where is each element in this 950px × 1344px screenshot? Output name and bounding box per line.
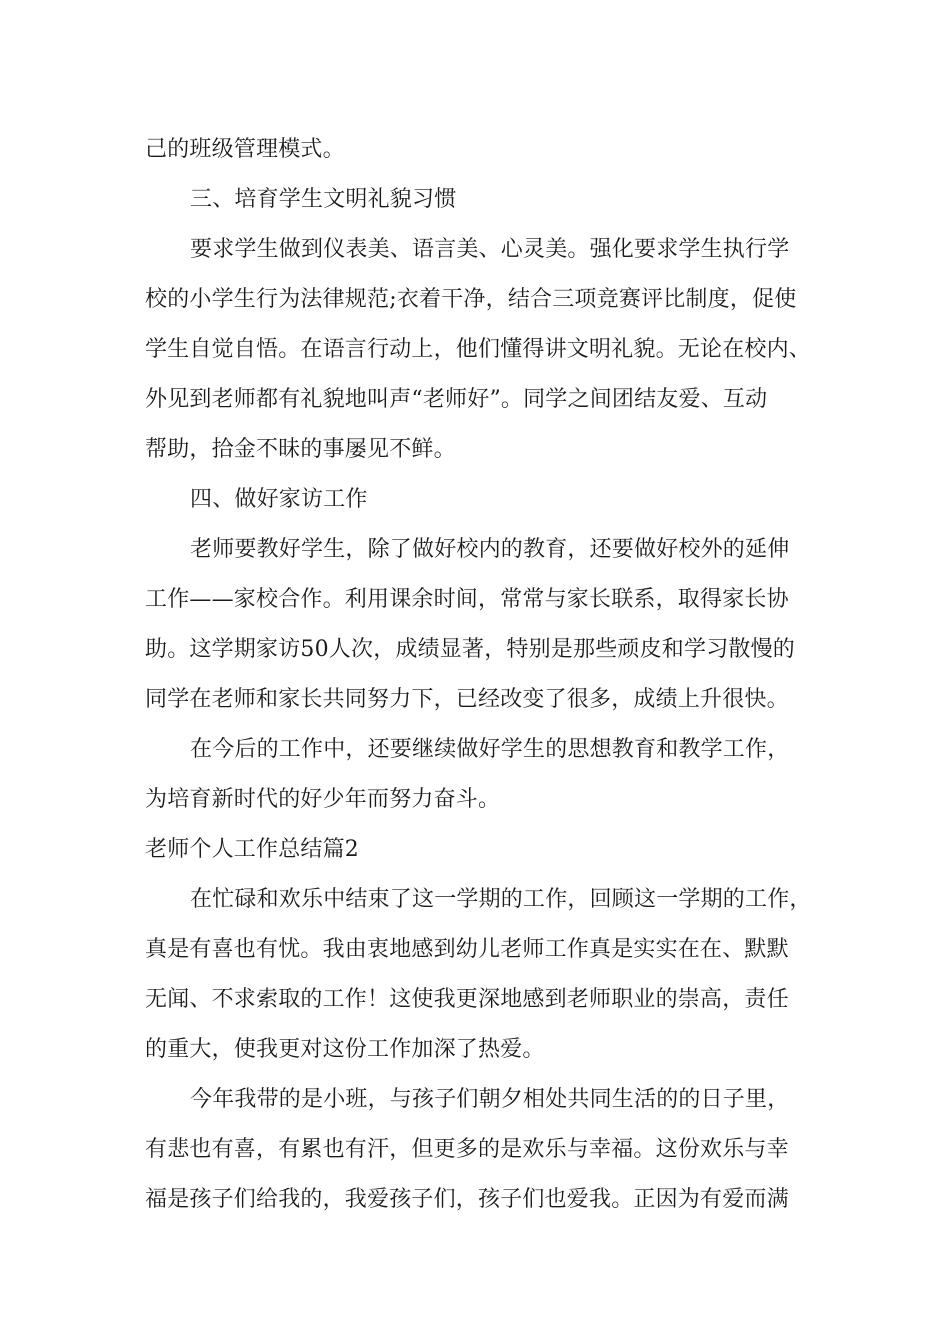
text-line: 己的班级管理模式。 <box>145 137 345 162</box>
text-line: 要求学生做到仪表美、语言美、心灵美。强化要求学生执行学 <box>190 237 790 262</box>
text-line: 真是有喜也有忧。我由衷地感到幼儿老师工作真是实实在在、默默 <box>145 937 789 962</box>
text-line: 无闻、不求索取的工作！这使我更深地感到老师职业的崇高，责任 <box>145 987 789 1012</box>
text-line: 外见到老师都有礼貌地叫声“老师好”。同学之间团结友爱、互动 <box>145 387 768 412</box>
text-line: 在今后的工作中，还要继续做好学生的思想教育和教学工作， <box>190 737 790 762</box>
text-line: 的重大，使我更对这份工作加深了热爱。 <box>145 1037 545 1062</box>
text-line: 同学在老师和家长共同努力下，已经改变了很多，成绩上升很快。 <box>145 687 789 712</box>
text-line: 帮助，拾金不昧的事屡见不鲜。 <box>145 437 456 462</box>
text-line: 学生自觉自悟。在语言行动上，他们懂得讲文明礼貌。无论在校内、 <box>145 337 812 362</box>
text-line: 有悲也有喜，有累也有汗，但更多的是欢乐与幸福。这份欢乐与幸 <box>145 1137 789 1162</box>
text-line: 老师要教好学生，除了做好校内的教育，还要做好校外的延伸 <box>190 537 790 562</box>
text-line: 校的小学生行为法律规范;衣着干净，结合三项竞赛评比制度，促使 <box>145 287 797 312</box>
text-line: 助。这学期家访50人次，成绩显著，特别是那些顽皮和学习散慢的 <box>145 637 795 662</box>
text-line: 为培育新时代的好少年而努力奋斗。 <box>145 787 501 812</box>
text-line: 福是孩子们给我的，我爱孩子们，孩子们也爱我。正因为有爱而满 <box>145 1187 789 1212</box>
section-heading: 四、做好家访工作 <box>190 487 368 512</box>
text-line: 工作——家校合作。利用课余时间，常常与家长联系，取得家长协 <box>145 587 789 612</box>
section-heading: 三、培育学生文明礼貌习惯 <box>190 187 457 212</box>
article-title: 老师个人工作总结篇2 <box>145 837 359 862</box>
text-line: 今年我带的是小班，与孩子们朝夕相处共同生活的的日子里， <box>190 1087 790 1112</box>
text-line: 在忙碌和欢乐中结束了这一学期的工作，回顾这一学期的工作， <box>190 887 812 912</box>
